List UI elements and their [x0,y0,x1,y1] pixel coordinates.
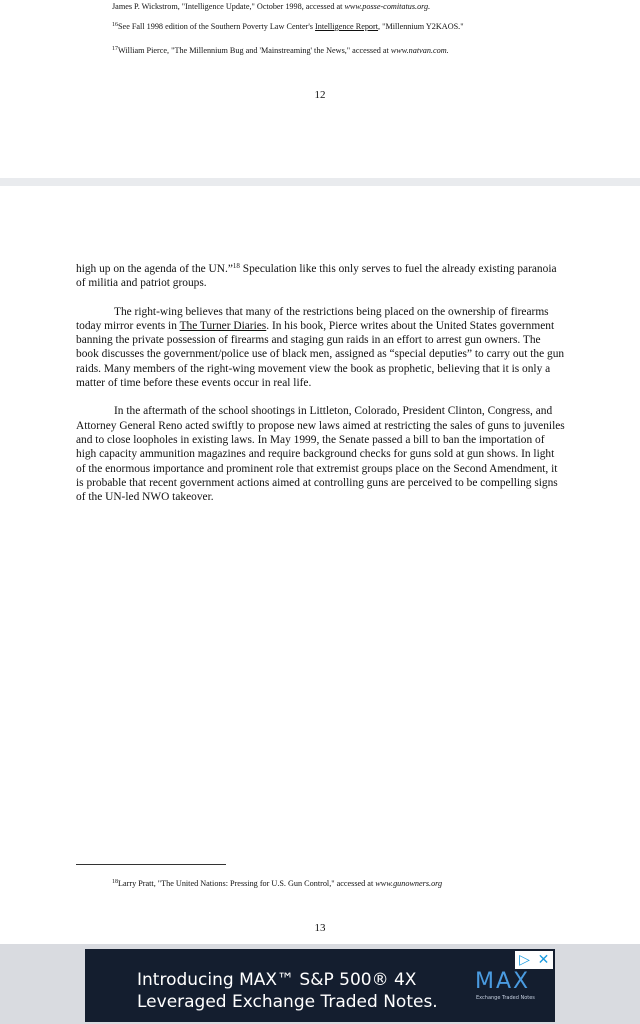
page-body-text [76,259,566,504]
adchoices-icon[interactable]: ▷ [519,952,530,968]
ad-controls [515,951,553,969]
page-number: 13 [314,922,326,934]
paragraph-1: high up on the agenda of the UN.”$^{18}$ Speculation like this only serves to fuel the already existing paranoia of militia and patriot groups. [76,262,557,290]
max-logo-subtitle: Exchange Traded Notes [476,995,535,1001]
ad-banner[interactable] [85,949,555,1022]
page-separator [0,178,640,186]
footnote-18: $^{18}$Larry Pratt, "The United Nations: Pressing for U.S. Gun Control," accessed at www.gunowners.org [112,879,443,888]
close-icon[interactable]: ✕ [537,952,550,968]
footnote-17: $^{17}$William Pierce, "The Millennium Bug and 'Mainstreaming' the News," accessed at www.natvan.com. [112,46,449,55]
footnote-17-url[interactable]: www.natvan.com. [390,46,449,55]
paragraph-2: The right-wing believes that many of the restrictions being placed on the ownership of firearms today mirror events in The Turner Diaries. In his book, Pierce writes about the United States government banning the private possession of firearms and staging gun raids in an effort to arrest gun owners. The book discusses the government/police use of black men, assigned as “special deputies” to carry out the gun raids. Many members of the right-wing movement view the book as prophetic, believing that it is only a matter of time before these events occur in real life. [76,305,565,390]
book-title: The Turner Diaries [179,319,267,332]
page-number: 12 [314,89,326,101]
footnote-16: $^{16}$See Fall 1998 edition of the Southern Poverty Law Center's Intelligence Report, "Millennium Y2KAOS." [112,22,464,31]
footnote-16-publication: Intelligence Report [315,22,379,31]
max-logo[interactable]: MAX [475,969,531,994]
ad-headline[interactable]: Introducing MAX™ S&P 500® 4X Leveraged Exchange Traded Notes. [137,970,438,1012]
footnote-18-url[interactable]: www.gunowners.org [375,879,443,888]
footnote-15-url[interactable]: www.posse-comitatus.org. [344,2,431,11]
footnote-15: James P. Wickstrom, "Intelligence Update," October 1998, accessed at www.posse-comitatus.org. [112,2,431,11]
pdf-page-12 [0,0,640,178]
paragraph-3: In the aftermath of the school shootings in Littleton, Colorado, President Clinton, Congress, and Attorney General Reno acted swiftly to propose new laws aimed at restricting the sales of guns to juveniles and to close loopholes in existing laws. In May 1999, the Senate passed a bill to ban the importation of high capacity ammunition magazines and require background checks for guns sold at gun shows. In light of the enormous importance and prominent role that extremist groups place on the Second Amendment, it is probable that recent government actions aimed at controlling guns are perceived to be compelling signs of the UN-led NWO takeover. [76,405,565,504]
footnote-divider [76,864,226,865]
